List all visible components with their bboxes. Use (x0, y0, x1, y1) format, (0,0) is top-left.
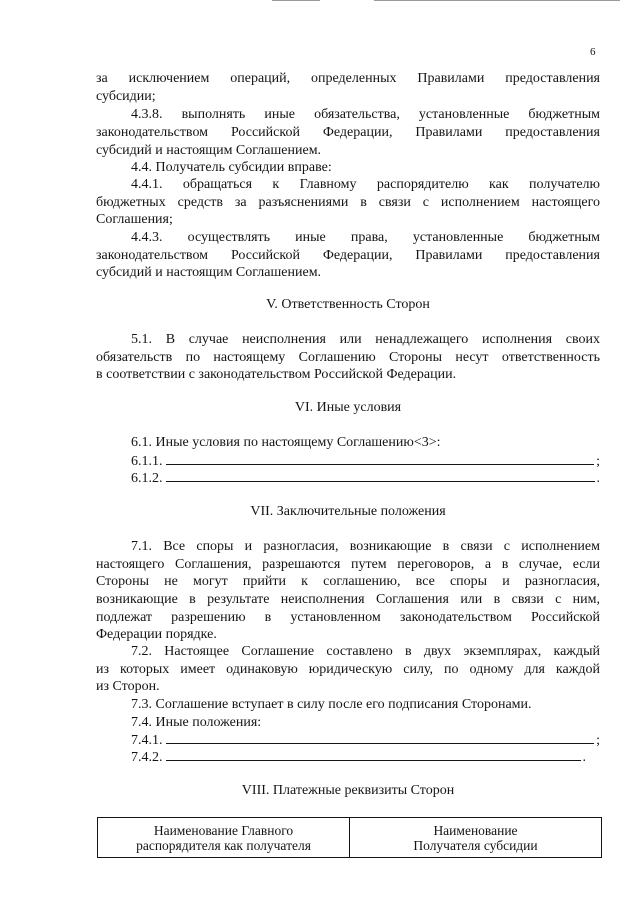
section-heading: VIII. Платежные реквизиты Сторон (241, 783, 455, 798)
text-line: 4.4.1. обращаться к Главному распорядителю как получателю (131, 177, 600, 192)
item-number: 6.1.2. (131, 471, 163, 486)
text-line: подлежат разрешению в установленном законодательством Российской (96, 610, 600, 625)
table-header-text: Наименование (433, 822, 518, 838)
text-line: настоящего Соглашения, разрешаются путем переговоров, а в случае, если (96, 557, 600, 572)
text-line: субсидии; (96, 89, 156, 104)
text-line: обязательств по настоящему Соглашению Стороны несут ответственность (96, 350, 600, 365)
table-header-text: распорядителя как получателя (136, 837, 311, 853)
punctuation: ; (596, 733, 600, 748)
blank-field-row (131, 748, 586, 765)
text-line: 4.4.3. осуществлять иные права, установленные бюджетным (131, 230, 600, 245)
payment-details-table (97, 817, 602, 858)
text-line: 5.1. В случае неисполнения или ненадлежащего исполнения своих (131, 332, 600, 347)
text-line: 4.3.8. выполнять иные обязательства, установленные бюджетным (131, 107, 600, 122)
text-line: субсидий и настоящим Соглашением. (96, 265, 322, 280)
text-line: в соответствии с законодательством Российской Федерации. (96, 367, 457, 382)
text-line: 6.1. Иные условия по настоящему Соглашению<3>: (131, 435, 441, 450)
top-edge-mark-right (374, 0, 620, 1)
text-line: Соглашения; (96, 212, 173, 227)
blank-field-row (131, 731, 600, 748)
blank-line (166, 748, 581, 761)
text-line: 7.2. Настоящее Соглашение составлено в двух экземплярах, каждый (131, 644, 600, 659)
table-header-text: Получателя субсидии (413, 837, 538, 853)
text-line: субсидий и настоящим Соглашением. (96, 143, 322, 158)
blank-line (166, 469, 595, 482)
item-number: 7.4.2. (131, 750, 163, 765)
text-line: 7.4. Иные положения: (131, 715, 262, 730)
punctuation: . (582, 750, 586, 765)
text-line: 7.3. Соглашение вступает в силу после его подписания Сторонами. (131, 697, 532, 712)
text-line: из Сторон. (96, 679, 160, 694)
text-line: за исключением операций, определенных Правилами предоставления (96, 71, 600, 86)
section-heading: V. Ответственность Сторон (266, 297, 430, 312)
text-line: Федерации порядке. (96, 627, 217, 642)
table-header-cell (349, 818, 601, 857)
text-line: 4.4. Получатель субсидии вправе: (131, 160, 332, 175)
section-heading: VI. Иные условия (294, 400, 402, 415)
text-line: 7.1. Все споры и разногласия, возникающие в связи с исполнением (131, 539, 600, 554)
page-number: 6 (590, 46, 596, 58)
blank-field-row (131, 469, 600, 486)
text-line: бюджетных средств за разъяснениями в связи с исполнением настоящего (96, 195, 600, 210)
blank-field-row (131, 452, 600, 469)
item-number: 7.4.1. (131, 733, 163, 748)
section-heading: VII. Заключительные положения (250, 504, 446, 519)
text-line: законодательством Российской Федерации, Правилами предоставления (96, 125, 600, 140)
punctuation: ; (596, 454, 600, 469)
table-header-text: Наименование Главного (153, 822, 294, 838)
blank-line (166, 731, 595, 744)
table-header-cell (98, 818, 349, 857)
top-edge-mark-left (272, 0, 320, 1)
text-line: из которых имеет одинаковую юридическую силу, по одному для каждой (96, 662, 600, 677)
punctuation: . (596, 471, 600, 486)
text-line: законодательством Российской Федерации, Правилами предоставления (96, 248, 600, 263)
blank-line (166, 452, 595, 465)
text-line: возникающие в результате неисполнения Соглашения или в связи с ним, (96, 592, 600, 607)
item-number: 6.1.1. (131, 454, 163, 469)
text-line: Стороны не могут прийти к соглашению, все споры и разногласия, (96, 574, 600, 589)
